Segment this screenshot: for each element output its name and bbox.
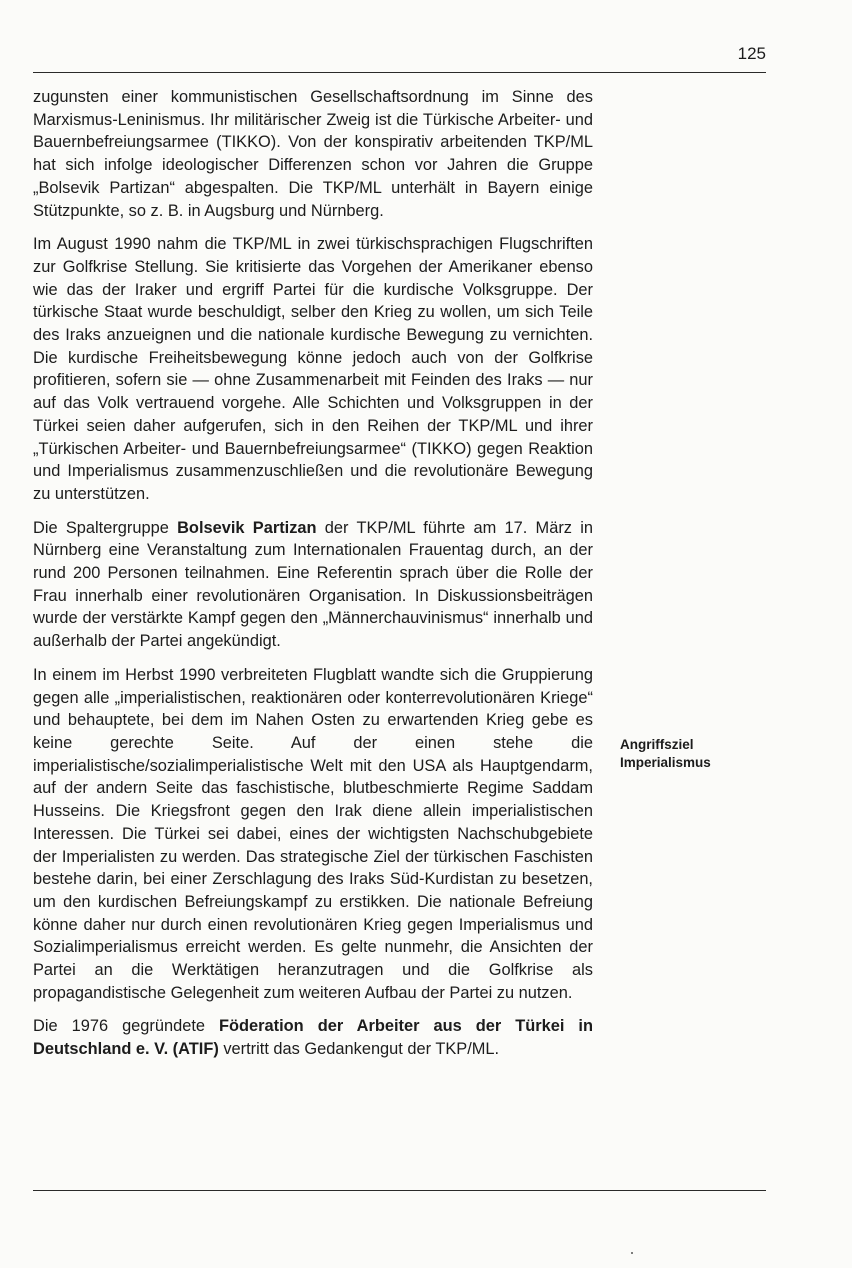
page-number: 125 <box>737 44 766 63</box>
header-rule <box>33 72 766 73</box>
paragraph-5-lead: Die 1976 gegründete <box>33 1017 220 1036</box>
paragraph-5 <box>33 1015 593 1060</box>
scan-speck <box>631 1252 633 1254</box>
paragraph-3-lead: Die Spaltergruppe <box>33 518 178 537</box>
bold-term-bolsevik-partizan: Bolsevik Partizan <box>177 518 317 537</box>
margin-note-line-2: Imperialismus <box>620 755 711 770</box>
margin-note <box>620 736 760 772</box>
paragraph-3 <box>33 517 593 653</box>
body-text <box>33 86 593 1072</box>
margin-note-line-1: Angriffsziel <box>620 737 694 752</box>
paragraph-3-rest: der TKP/ML führte am 17. März in Nürnberg eine Veranstaltung zum Internationalen Frauentag durch, an der rund 200 Personen teilnahmen. Eine Referentin sprach über die Rolle der Frau innerhalb einer revolutionären Organisation. In Diskussionsbeiträgen wurde der verstärkte Kampf gegen den „Männerchauvinismus“ innerhalb und außerhalb der Partei angekündigt. <box>33 518 593 651</box>
paragraph-1: zugunsten einer kommunistischen Gesellschaftsordnung im Sinne des Marxismus-Leninismus. Ihr militärischer Zweig ist die Türkische Arbeiter- und Bauernbefreiungsarmee (TIKKO). Von der konspirativ arbeitenden TKP/ML hat sich infolge ideologischer Differenzen schon vor Jahren die Gruppe „Bolsevik Partizan“ abgespalten. Die TKP/ML unterhält in Bayern einige Stützpunkte, so z. B. in Augsburg und Nürnberg. <box>33 88 593 220</box>
paragraph-5-rest: vertritt das Gedankengut der TKP/ML. <box>218 1040 500 1059</box>
paragraph-4: In einem im Herbst 1990 verbreiteten Flugblatt wandte sich die Gruppierung gegen alle „imperialistischen, reaktionären oder konterrevolutionären Kriege“ und behauptete, bei dem im Nahen Osten zu erwartenden Krieg gebe es keine gerechte Seite. Auf der einen stehe die imperialistische/sozialimperialistische Welt mit den USA als Hauptgendarm, auf der andern Seite das faschistische, blutbeschmierte Regime Saddam Husseins. Die Kriegsfront gegen den Irak diene allein imperialistischen Interessen. Die Türkei sei dabei, eines der wichtigsten Nachschubgebiete der Imperialisten zu werden. Das strategische Ziel der türkischen Faschisten bestehe darin, bei einer Zerschlagung des Iraks Süd-Kurdistan zu besetzen, um den kurdischen Befreiungskampf zu erstikken. Die nationale Befreiung könne daher nur durch einen revolutionären Krieg gegen Imperialismus und Sozialimperialismus erreicht werden. Es gelte nunmehr, die Ansichten der Partei an die Werktätigen heranzutragen und die Golfkrise als propagandistische Gelegenheit zum weiteren Aufbau der Partei zu nutzen. <box>33 665 593 1002</box>
footer-rule <box>33 1190 766 1191</box>
bold-term-atif: Föderation der Arbeiter aus der Türkei in Deutschland e. V. (ATIF) <box>33 1017 593 1059</box>
paragraph-2: Im August 1990 nahm die TKP/ML in zwei türkischsprachigen Flugschriften zur Golfkrise Stellung. Sie kritisierte das Vorgehen der Amerikaner ebenso wie das der Iraker und ergriff Partei für die kurdische Volksgruppe. Der türkische Staat wurde beschuldigt, selber den Krieg zu wollen, um sich Teile des Iraks anzueignen und die nationale kurdische Bewegung zu vernichten. Die kurdische Freiheitsbewegung könne jedoch auch von der Golfkrise profitieren, sofern sie — ohne Zusammenarbeit mit Feinden des Iraks — nur auf das Volk vertrauend vorgehe. Alle Schichten und Volksgruppen in der Türkei seien daher aufgerufen, sich in den Reihen der TKP/ML und ihrer „Türkischen Arbeiter- und Bauernbefreiungsarmee“ (TIKKO) gegen Reaktion und Imperialismus zusammenzuschließen und die revolutionäre Bewegung zu unterstützen. <box>33 235 593 503</box>
